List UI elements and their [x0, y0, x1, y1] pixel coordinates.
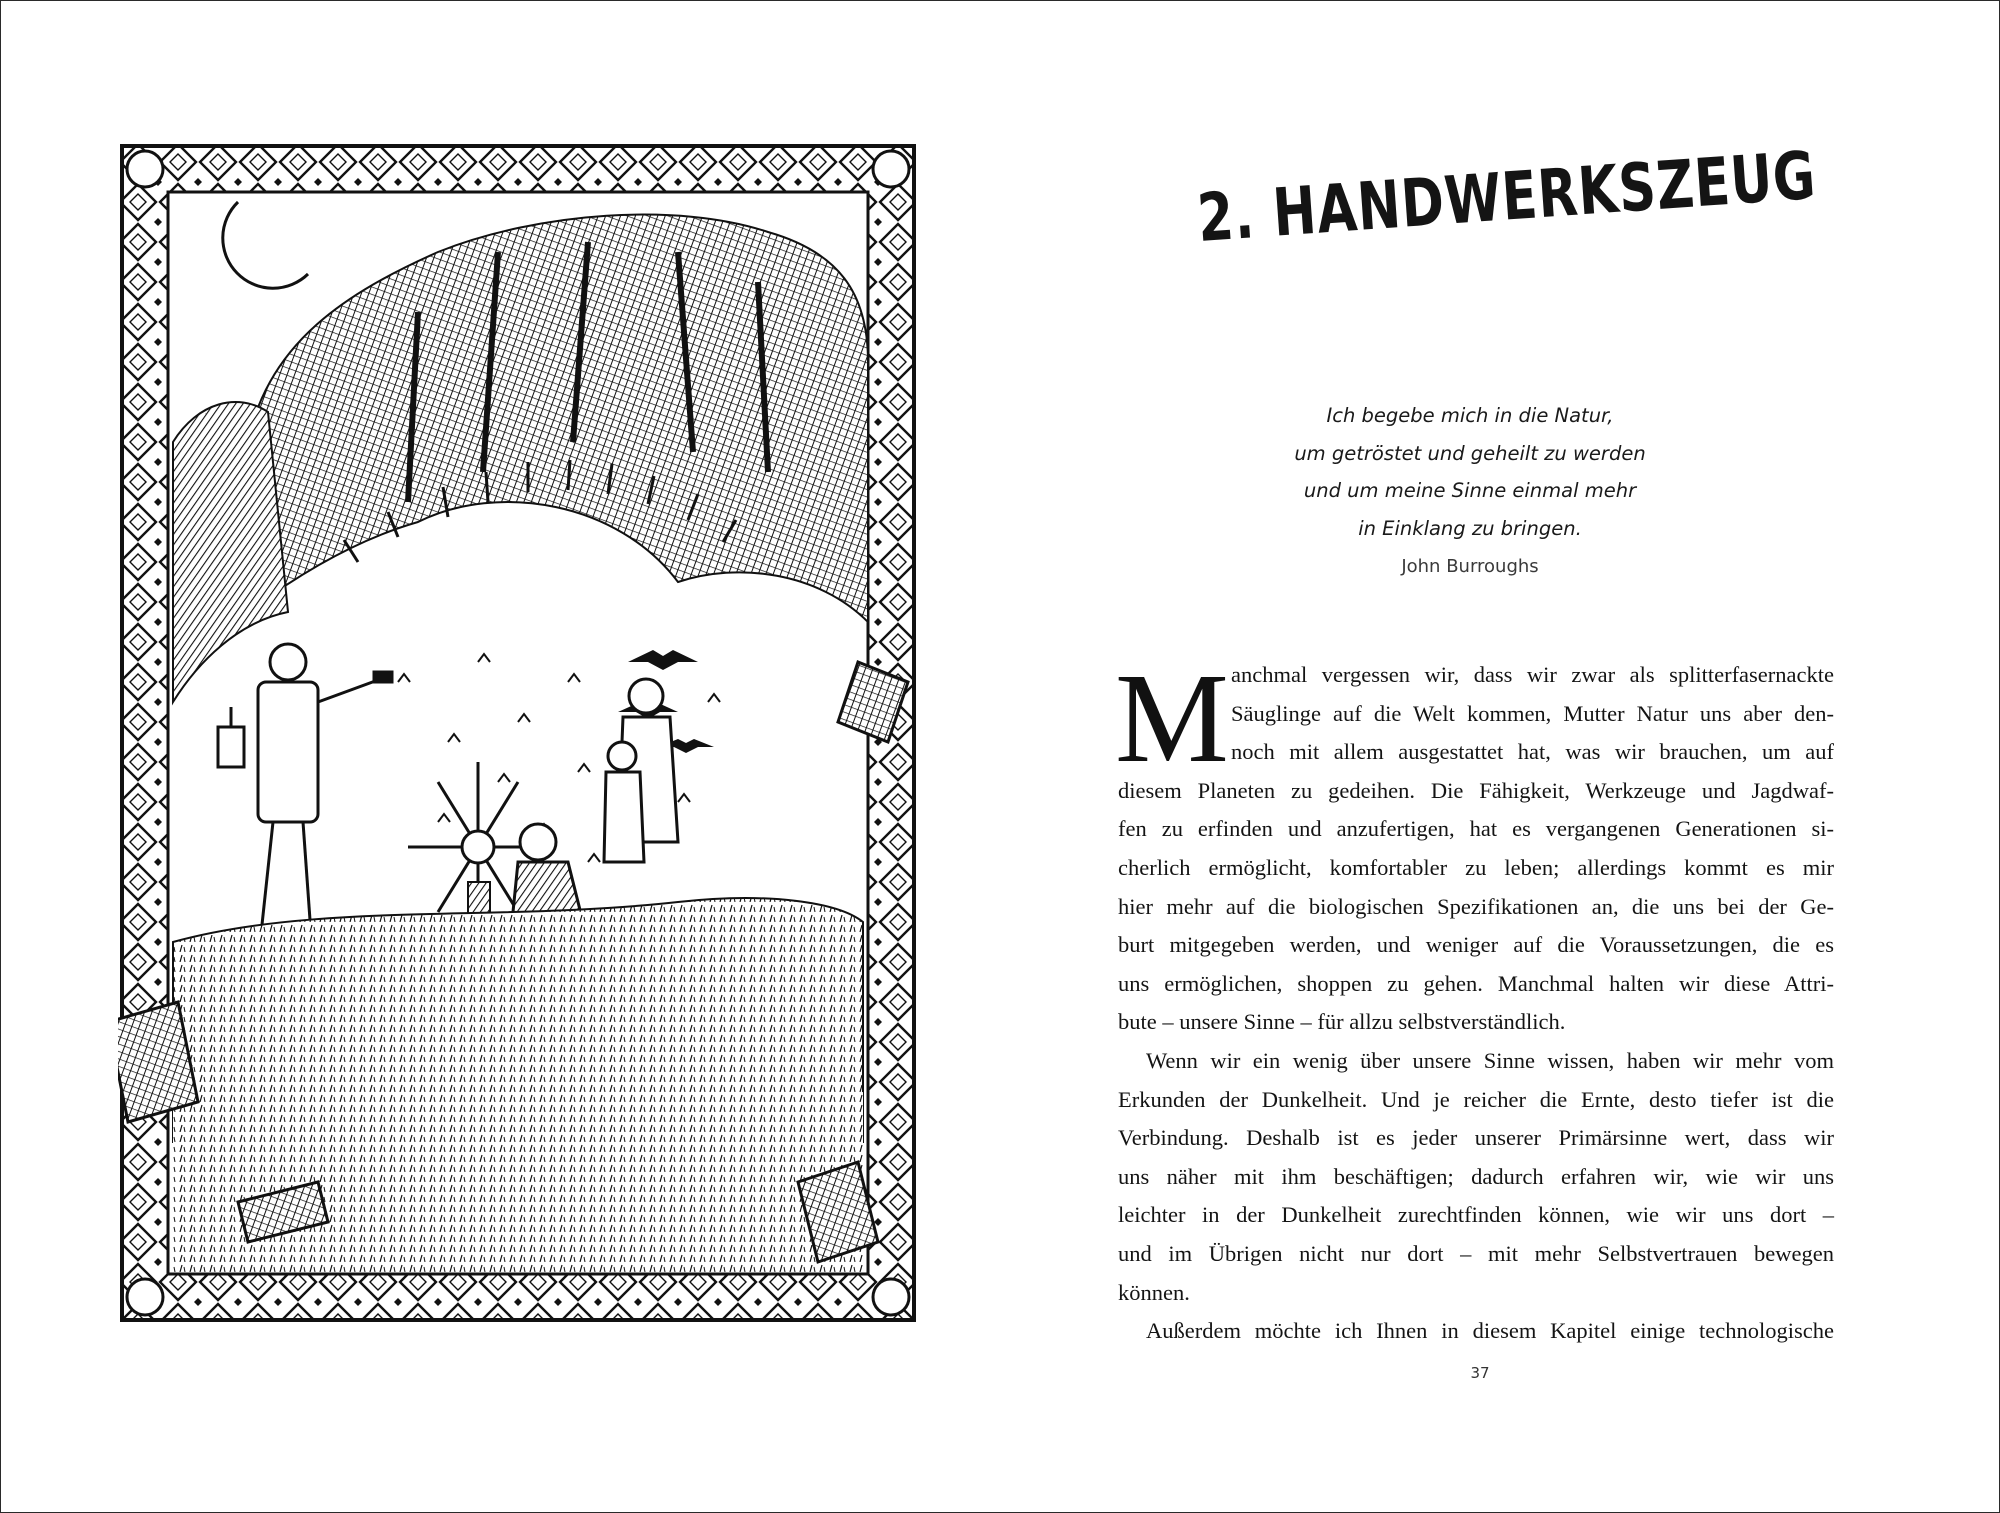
epigraph-line: und um meine Sinne einmal mehr	[1303, 479, 1637, 502]
page-number: 37	[1470, 1364, 1490, 1382]
drop-cap: M	[1115, 647, 1229, 789]
body-line: uns ermöglichen, shoppen zu gehen. Manchmal halten wir diese Attri-	[1118, 970, 1834, 996]
body-line: Erkunden der Dunkelheit. Und je reicher die Ernte, desto tiefer ist die	[1118, 1086, 1834, 1112]
epigraph-line: um getröstet und geheilt zu werden	[1294, 441, 1646, 465]
body-line: noch mit allem ausgestattet hat, was wir brauchen, um auf	[1231, 739, 1834, 765]
body-line: können.	[1118, 1279, 1190, 1305]
body-line: fen zu erfinden und anzufertigen, hat es vergangenen Generationen si-	[1118, 816, 1834, 842]
body-line: anchmal vergessen wir, dass wir zwar als splitterfasernackte	[1231, 662, 1834, 687]
body-line: hier mehr auf die biologischen Spezifikationen an, die uns bei der Ge-	[1118, 893, 1834, 919]
body-line: Außerdem möchte ich Ihnen in diesem Kapitel einige technologische	[1146, 1318, 1834, 1344]
body-line: und im Übrigen nicht nur dort – mit mehr Selbstvertrauen bewegen	[1118, 1240, 1834, 1266]
illustration-svg	[118, 142, 918, 1324]
body-text	[1115, 647, 1834, 1351]
body-line: bute – unsere Sinne – für allzu selbstverständlich.	[1118, 1009, 1566, 1035]
chapter-title: 2. HANDWERKSZEUG	[1194, 136, 1819, 257]
body-line: leichter in der Dunkelheit zurechtfinden können, wie wir uns dort –	[1118, 1202, 1834, 1228]
body-line: uns näher mit ihm beschäftigen; dadurch erfahren wir, wie wir uns	[1118, 1163, 1834, 1189]
epigraph-line: Ich begebe mich in die Natur,	[1326, 404, 1614, 427]
body-line: Wenn wir ein wenig über unsere Sinne wissen, haben wir mehr vom	[1146, 1047, 1834, 1073]
body-line: cherlich ermöglicht, komfortabler zu leben; allerdings kommt es mir	[1118, 854, 1834, 880]
epigraph	[1230, 397, 1710, 547]
epigraph-author: John Burroughs	[1401, 556, 1539, 577]
body-line: diesem Planeten zu gedeihen. Die Fähigkeit, Werkzeuge und Jagdwaf-	[1118, 777, 1834, 803]
body-line: Verbindung. Deshalb ist es jeder unserer Primärsinne wert, dass wir	[1118, 1125, 1834, 1151]
chapter-illustration	[118, 142, 918, 1324]
epigraph-line: in Einklang zu bringen.	[1358, 516, 1582, 540]
body-line: burt mitgegeben werden, und weniger auf die Voraussetzungen, die es	[1118, 932, 1834, 958]
body-line: Säuglinge auf die Welt kommen, Mutter Natur uns aber den-	[1231, 700, 1834, 726]
